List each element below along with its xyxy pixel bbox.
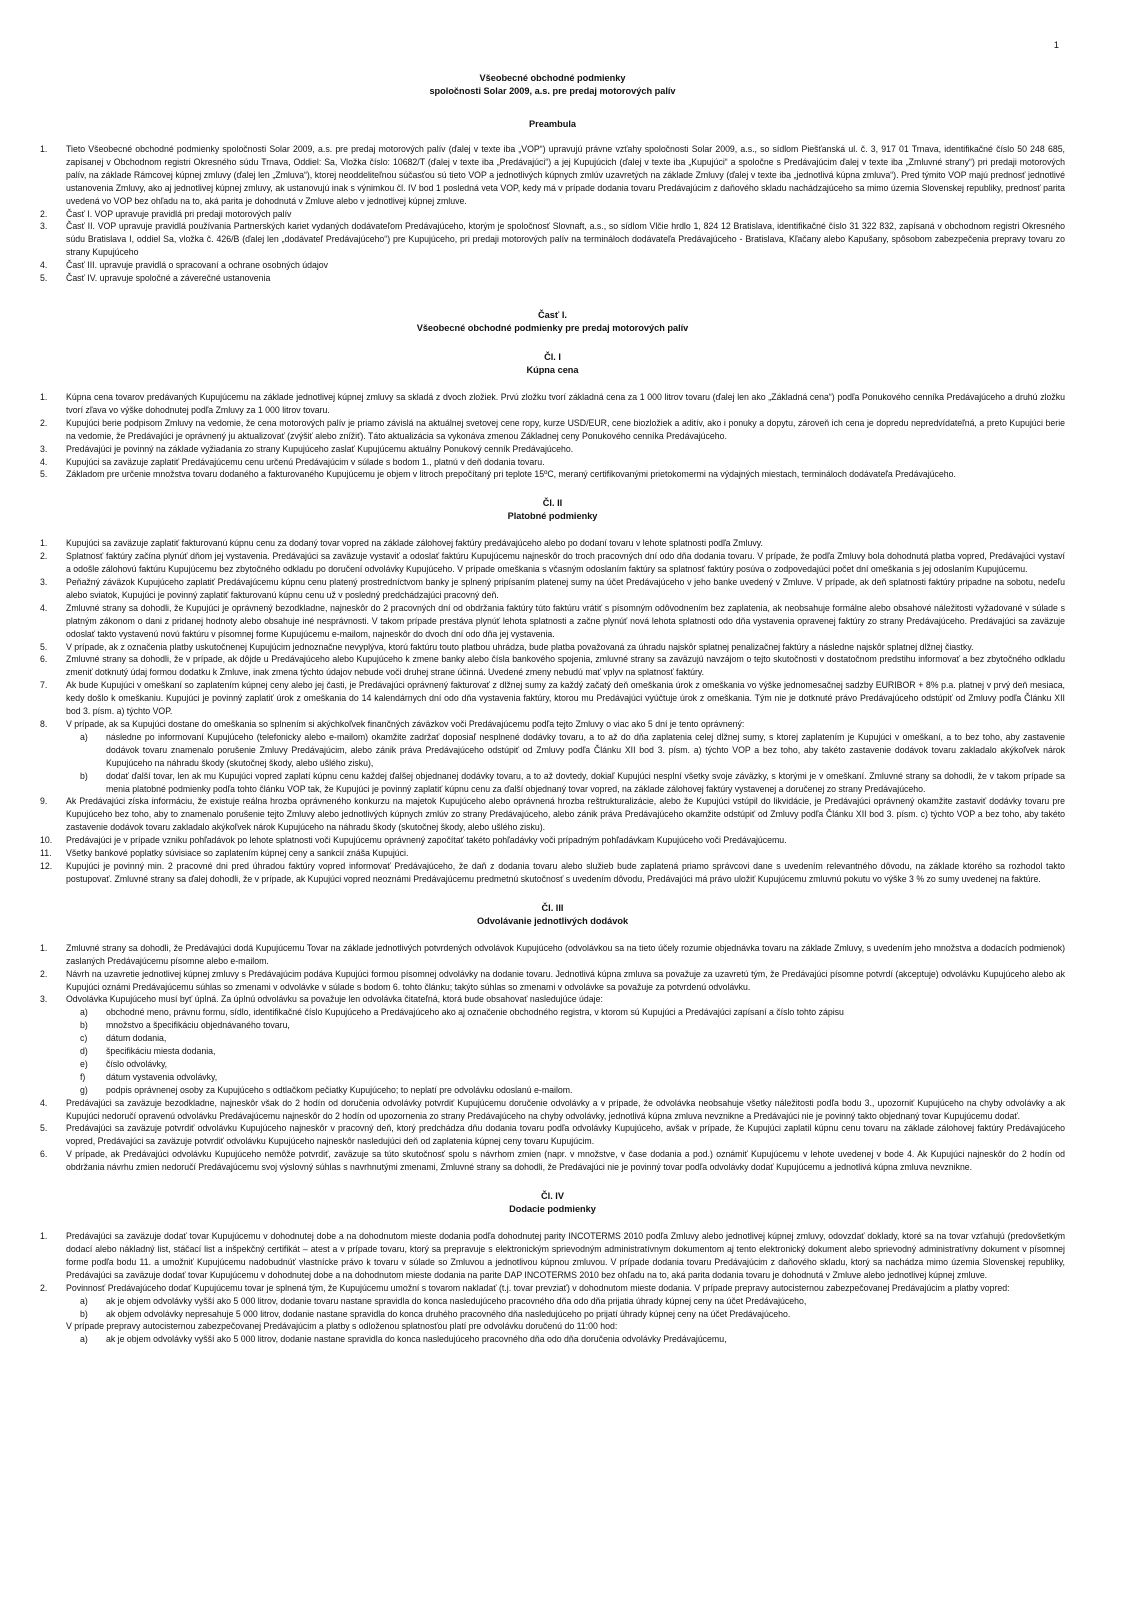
list-item (40, 259, 1065, 272)
list-item (40, 679, 1065, 718)
sub-letter: b) (80, 770, 88, 781)
sub-item (66, 1071, 1065, 1084)
item-number: 2. (40, 551, 48, 562)
sub-item (66, 1019, 1065, 1032)
item-text: Časť II. VOP upravuje pravidlá používania Partnerských kariet vydaných dodávateľom Predávajúceho, ktorým je spoločnosť Slovnaft, a.s., so sídlom Vlčie hrdlo 1, 824 12 Bratislava, identifikačné číslo 31 322 832, zapísaná v obchodnom registri Okresného súdu Bratislava I, oddiel Sa, vložka č. 426/B (ďalej len „dodávateľ Predávajúceho“) pre Kupujúceho, pri predaji motorových palív na termináloch dodávateľa Predávajúceho - Bratislava, Kľačany alebo Kapušany, spôsobom zabezpečenia prepravy tovaru zo strany Kupujúceho (66, 221, 1065, 258)
list-item (40, 537, 1065, 550)
item-number: 4. (40, 260, 48, 271)
list-item (40, 576, 1065, 602)
sub-text: obchodné meno, právnu formu, sídlo, identifikačné číslo Kupujúceho a Predávajúceho ako aj označenie obchodného registra, v ktorom sú Kupujúci a Predávajúci zapísaní a číslo tohto zápisu (106, 1007, 844, 1018)
sub-text: množstvo a špecifikáciu objednávaného tovaru, (106, 1020, 290, 1031)
list-item (40, 942, 1065, 968)
sub-text: podpis oprávnenej osoby za Kupujúceho s odtlačkom pečiatky Kupujúceho; to neplatí pre odvolávku odoslanú e-mailom. (106, 1084, 573, 1095)
sub-text: špecifikáciu miesta dodania, (106, 1046, 216, 1057)
article-number: Čl. IV (541, 1191, 564, 1202)
sub-text: ak je objem odvolávky vyšší ako 5 000 litrov, dodanie tovaru nastane spravidla do konca nasledujúceho pracovného dňa odo dňa prijatia úhrady kúpnej ceny na účet Predávajúceho, (106, 1295, 807, 1306)
sub-item (66, 770, 1065, 796)
article-number: Čl. I (544, 351, 561, 362)
list-item (40, 456, 1065, 469)
sub-item (66, 1032, 1065, 1045)
list-item (40, 834, 1065, 847)
item-text: Povinnosť Predávajúceho dodať Kupujúcemu tovar je splnená tým, že Kupujúcemu umožní s tovarom nakladať (t.j. tovar prevziať) v dohodnutom mieste dodania. V prípade prepravy autocisternou zabezpečovanej Predávajúcim a platby vopred: (66, 1282, 1010, 1293)
list-item (40, 208, 1065, 221)
sub-letter: b) (80, 1308, 88, 1319)
sub-letter: a) (80, 731, 88, 742)
list-item (40, 993, 1065, 1096)
sub-letter: f) (80, 1071, 86, 1082)
sub-text: ak je objem odvolávky vyšší ako 5 000 litrov, dodanie nastane spravidla do konca nasledujúceho pracovného dňa odo dňa doručenia odvolávky Predávajúcemu, (106, 1334, 727, 1345)
item-text: Ak bude Kupujúci v omeškaní so zaplatením kúpnej ceny alebo jej časti, je Predávajúci oprávnený fakturovať z dlžnej sumy za každý začatý deň omeškania úrok z omeškania vo výške jednomesačnej sadzby EURIBOR + 8% p.a. platnej v prvý deň mesiaca, kedy došlo k omeškaniu. Kupujúci je povinný zaplatiť úrok z omeškania do 14 kalendárnych dní odo dňa vystavenia faktúry, ktorou mu Predávajúci vyúčtuje úrok z omeškania. Tým nie je dotknuté právo Predávajúceho odstúpiť od Zmluvy podľa Článku XII bod 3. písm. a) týchto VOP. (66, 680, 1065, 717)
list-item (40, 143, 1065, 208)
list-item (40, 272, 1065, 285)
list-item (40, 795, 1065, 834)
item-text: Kúpna cena tovarov predávaných Kupujúcemu na základe jednotlivej kúpnej zmluvy sa skladá z dvoch zložiek. Prvú zložku tvorí základná cena za 1 000 litrov tovaru (ďalej len ako „Základná cena“) podľa Ponukového cenníka Predávajúceho a druhú zložku tvorí zľava vo výške dohodnutej podľa Zmluvy za 1 000 litrov tovaru. (66, 391, 1065, 415)
part-heading (40, 309, 1065, 335)
item-number: 8. (40, 719, 48, 729)
item-text: Kupujúci je povinný min. 2 pracovné dni pred úhradou faktúry vopred informovať Predávajúceho, že daň z dodania tovaru alebo služieb bude zaplatená priamo správcovi dane s uvedením relevantného dôvodu, na základe ktorého sa rozhodol takto postupovať. Zmluvné strany sa ďalej dohodli, že v prípade, ak Kupujúci vopred neoznámi Predávajúcemu predmetnú skutočnosť s uvedením dôvodu, Predávajúci má právo uložiť Kupujúcemu zmluvnú pokutu vo výške 3 % zo sumy uvedenej na faktúre. (66, 860, 1065, 884)
item-number: 1. (40, 942, 48, 953)
item-number: 5. (40, 1123, 48, 1134)
part-number: Časť I. (538, 309, 567, 320)
document-title (40, 72, 1065, 98)
sub-item (66, 1333, 1065, 1346)
sub-item (66, 1045, 1065, 1058)
item-number: 2. (40, 968, 48, 979)
article-heading (40, 1190, 1065, 1216)
item-number: 6. (40, 1149, 48, 1160)
item-number: 5. (40, 641, 48, 652)
item-text: Predávajúci sa zaväzuje dodať tovar Kupujúcemu v dohodnutej dobe a na dohodnutom mieste dodania podľa dohodnutej parity INCOTERMS 2010 podľa Zmluvy alebo jednotlivej kúpnej zmluvy, odovzdať doklady, ktoré sa na tovar vzťahujú (predovšetkým dodací alebo nákladný list, stáčací list a inšpekčný certifikát – atest a v prípade tovaru, ktorý sa prepravuje s elektronickým sprievodným administratívnym dokumentom aj tento elektronický dokument alebo sprievodný administratívny dokument v písomnej forme podľa bodu 11. a umožniť Kupujúcemu nadobudnúť vlastnícke právo k tovaru v súlade so Zmluvou a jednotlivou kúpnou zmluvou. V prípade dodania tovaru Predávajúcim z daňového skladu, ktorý sa nachádza mimo územia Slovenskej republiky, Predávajúci sa zaväzuje dodať tovar Kupujúcemu v dohodnutej dobe a na dohodnutom mieste dodania na parite DAP INCOTERMS 2010 bez ohľadu na to, aká parita dodania tovaru je dohodnutá v Zmluve alebo jednotlivej kúpnej zmluve. (66, 1231, 1065, 1280)
sub-text: dodať ďalší tovar, len ak mu Kupujúci vopred zaplatí kúpnu cenu každej ďalšej objednanej dodávky tovaru, a to až dovtedy, dokiaľ Kupujúci nesplní všetky svoje záväzky, s ktorými je v omeškaní. Zmluvné strany sa dohodli, že v takom prípade sa menia platobné podmienky podľa tohto článku VOP tak, že Kupujúci je povinný zaplatiť kúpnu cenu za ďalší objednaný tovar vopred, na základe zálohovej faktúry vystavenej a doručenej zo strany Predávajúceho. (106, 770, 1065, 794)
item-number: 11. (40, 848, 52, 859)
preamble-list (40, 143, 1065, 285)
sub-item (66, 1084, 1065, 1097)
item-text: Časť IV. upravuje spoločné a záverečné ustanovenia (66, 273, 271, 284)
list-item (40, 550, 1065, 576)
sub-letter: a) (80, 1007, 88, 1018)
item-text: Odvolávka Kupujúceho musí byť úplná. Za úplnú odvolávku sa považuje len odvolávka čitateľná, ktorá bude obsahovať nasledujúce údaje: (66, 994, 603, 1005)
item-number: 7. (40, 680, 48, 691)
list-item (40, 443, 1065, 456)
list-item (40, 1282, 1065, 1347)
article-2-list (40, 537, 1065, 885)
item-number: 9. (40, 796, 48, 807)
sub-item (66, 1295, 1065, 1308)
article-title: Odvolávanie jednotlivých dodávok (476, 915, 629, 926)
article-heading (40, 351, 1065, 377)
item-text: Kupujúci sa zaväzuje zaplatiť Predávajúcemu cenu určenú Predávajúcim v súlade s bodom 1., platnú v deň dodania tovaru. (66, 456, 545, 467)
item-text: Ak Predávajúci získa informáciu, že existuje reálna hrozba oprávneného konkurzu na majetok Kupujúceho alebo oprávnená hrozba reštrukturalizácie, alebo že Kupujúci vstúpil do likvidácie, je Predávajúci oprávnený okamžite zastaviť dodávky tovaru pre Kupujúceho bez toho, aby to znamenalo porušenie tejto Zmluvy alebo jednotlivých kúpnych zmlúv zo strany Predávajúceho, alebo zánik práva Predávajúceho okamžite odstúpiť od Zmluvy podľa Článku XII bod 3. písm. c) týchto VOP a bez toho, aby takéto zastavenie dodávok tovaru zakladalo akýkoľvek nárok Kupujúceho na náhradu škody (skutočnej škody, alebo ušlého zisku). (66, 796, 1065, 833)
preamble-heading: Preambula (529, 119, 576, 129)
part-title: Všeobecné obchodné podmienky pre predaj motorových palív (416, 322, 689, 333)
sub-letter: a) (80, 1334, 88, 1345)
item-number: 10. (40, 835, 53, 846)
item-text: Základom pre určenie množstva tovaru dodaného a fakturovaného Kupujúcemu je objem v litroch prepočítaný pri teplote 15ºC, meraný certifikovanými prietokomermi na výdajných miestach, termináloch dodávateľa Predávajúceho. (66, 469, 956, 480)
article-heading (40, 497, 1065, 523)
list-item (40, 1097, 1065, 1123)
article-1-list (40, 391, 1065, 481)
sub-letter: d) (80, 1046, 88, 1057)
list-item (40, 653, 1065, 679)
title-line-1: Všeobecné obchodné podmienky (479, 73, 626, 83)
list-item (40, 860, 1065, 886)
item-text: Kupujúci sa zaväzuje zaplatiť fakturovanú kúpnu cenu za dodaný tovar vopred na základe zálohovej faktúry predávajúceho alebo po dodaní tovaru v lehote splatnosti podľa Zmluvy. (66, 538, 763, 549)
list-item (40, 220, 1065, 259)
item-text: Zmluvné strany sa dohodli, že Predávajúci dodá Kupujúcemu Tovar na základe jednotlivých potvrdených odvolávok Kupujúceho (odvolávkou sa na tieto účely rozumie objednávka tovaru na základe Zmluvy, s uvedením jeho množstva a dodacích podmienok) zaslaných Predávajúcemu písomne alebo e-mailom. (66, 942, 1065, 966)
list-item (40, 641, 1065, 654)
list-item (40, 1148, 1065, 1174)
item-number: 1. (40, 538, 48, 549)
sub-list (66, 1295, 1065, 1321)
sub-item (66, 731, 1065, 770)
item-number: 2. (40, 208, 48, 219)
item-text: Návrh na uzavretie jednotlivej kúpnej zmluvy s Predávajúcim podáva Kupujúci formou písomnej odvolávky na dodanie tovaru. Jednotlivá kúpna zmluva sa považuje za uzavretú tým, že Predávajúci písomne potvrdí (akceptuje) odvolávku Kupujúceho alebo ak Kupujúci oznámi Predávajúcemu súhlas so zmenami v odvolávke v súlade s bodom 6. tohto článku; takýto súhlas so zmenami v odvolávke sa považuje za potvrdenú odvolávku. (66, 968, 1065, 992)
sub-list (66, 1333, 1065, 1346)
item-text: V prípade, ak sa Kupujúci dostane do omeškania so splnením si akýchkoľvek finančných záväzkov voči Predávajúcemu podľa tejto Zmluvy o viac ako 5 dní je tento oprávnený: (66, 719, 745, 729)
item-text: Zmluvné strany sa dohodli, že Kupujúci je oprávnený bezodkladne, najneskôr do 2 pracovných dní od obdržania faktúry túto faktúru vrátiť s písomným odôvodnením bez zaplatenia, ak neobsahuje formálne alebo obsahové náležitosti vyžadované v súlade s platným zákonom o dani z pridanej hodnoty alebo obsahuje iné nesprávnosti. V takom prípade prestáva plynúť lehota splatnosti a začne plynúť nová lehota splatnosti odo dňa vystavenia opravenej faktúry zo strany Predávajúceho. Predávajúci sa zaväzuje odoslať takto vystavenú novú faktúru v písomnej forme Kupujúcemu e-mailom, najneskôr do dvoch dní odo dňa jej vystavenia. (66, 602, 1065, 639)
list-item (40, 391, 1065, 417)
article-heading (40, 902, 1065, 928)
item-number: 5. (40, 469, 48, 480)
item-text: V prípade, ak Predávajúci odvolávku Kupujúceho nemôže potvrdiť, zaväzuje sa túto skutočnosť spolu s návrhom zmien (napr. v množstve, v čase dodania a pod.) oznámiť Kupujúcemu v lehote uvedenej v bode 4. Ak Kupujúci najneskôr do 2 hodín od obdržania návrhu zmien nedoručí Predávajúcemu svoj výslovný súhlas s navrhnutými zmenami, Zmluvné strany sa dohodli, že Predávajúci nie je povinný tovar podľa odvolávky dodať Kupujúcemu a jednotlivá kúpna zmluva nevznikne. (66, 1149, 1065, 1173)
sub-letter: g) (80, 1084, 88, 1095)
sub-item (66, 1058, 1065, 1071)
article-title: Dodacie podmienky (509, 1204, 596, 1215)
item-text: Splatnosť faktúry začína plynúť dňom jej vystavenia. Predávajúci sa zaväzuje vystaviť a odoslať faktúru Kupujúcemu najneskôr do troch pracovných dní odo dňa dodania tovaru. V prípade, že podľa Zmluvy bola dohodnutá platba vopred, Predávajúci vystaví a odošle zálohovú faktúru Kupujúcemu bez zbytočného odkladu po doručení odvolávky Kupujúceho. V prípade omeškania s včasným odoslaním faktúry sa splatnosť faktúry posúva o zodpovedajúci počet dní omeškania s jej odoslaním Kupujúcemu. (66, 551, 1065, 575)
item-text: Všetky bankové poplatky súvisiace so zaplatením kúpnej ceny a sankcií znáša Kupujúci. (66, 848, 409, 859)
sub-text: následne po informovaní Kupujúceho (telefonicky alebo e-mailom) okamžite zadržať doposiaľ nesplnené dodávky tovaru, a to až do dňa zaplatenia celej dlžnej sumy, s ktorej zaplatením je Kupujúci v omeškaní, a to bez toho, aby zastavenie dodávok tovaru znamenalo porušenie Zmluvy Predávajúcim, alebo zánik práva Predávajúceho odstúpiť od Zmluvy podľa Článku XII bod 3. písm. a) týchto VOP a bez toho, aby takéto zastavenie dodávok tovaru zakladalo akýkoľvek nárok Kupujúceho na náhradu škody (skutočnej škody, alebo ušlého zisku), (106, 731, 1065, 768)
item-number: 3. (40, 994, 48, 1005)
article-number: Čl. II (542, 498, 563, 509)
item-number: 1. (40, 1231, 48, 1242)
sub-list (66, 1006, 1065, 1096)
article-title: Platobné podmienky (507, 511, 598, 522)
sub-text: dátum vystavenia odvolávky, (106, 1071, 218, 1082)
item-text: Tieto Všeobecné obchodné podmienky spoločnosti Solar 2009, a.s. pre predaj motorových palív (ďalej v texte iba „VOP“) upravujú právne vzťahy spoločnosti Solar 2009, a.s., so sídlom Piešťanská ul. č. 3, 917 01 Trnava, identifikačné číslo 50 248 685, zapísanej v Obchodnom registri Okresného súdu Trnava, Oddiel: Sa, Vložka číslo: 10682/T (ďalej v texte iba „Predávajúci“) a jej Kupujúcich (ďalej v texte iba „Kupujúci“ a spoločne s Predávajúcim ďalej v texte iba „Zmluvné strany“) pri predaji motorových palív, na základe Rámcovej kúpnej zmluvy (ďalej len „Zmluva“), ktorej neoddeliteľnou súčasťou sú tieto VOP a jednotlivých kúpnych zmlúv uzavretých na základe Zmluvy (ďalej v texte iba „jednotlivá kúpna zmluva“). Pred týmito VOP majú prednosť jednotlivé ustanovenia Zmluvy, ako aj jednotlivej kúpnej zmluvy, ak ustanovujú inak s výnimkou čl. IV bod 1 posledná veta VOP, kedy má v prípade dodania tovaru Predávajúcim z daňového skladu nachádzajúceho sa mimo územia Slovenskej republiky, prednosť parita uvedená vo VOP bez ohľadu na to, aká parita je dohodnutá v Zmluve alebo v jednotlivej kúpnej zmluve. (66, 144, 1065, 206)
item-text: V prípade, ak z označenia platby uskutočnenej Kupujúcim jednoznačne nevyplýva, ktorú faktúru touto platbou uhrádza, bude platba považovaná za úhradu najskôr splatnej penalizačnej faktúry a následne najskôr splatnej dlžnej čiastky. (66, 641, 974, 652)
item-number: 4. (40, 1097, 48, 1108)
item-text: Kupujúci berie podpisom Zmluvy na vedomie, že cena motorových palív je priamo závislá na aktuálnej svetovej cene ropy, kurze USD/EUR, cene biozložiek a aditív, ako i ponuky a dopytu, zároveň ich cena je dopredu nepredvídateľná, a preto Kupujúci berie na vedomie, že Predávajúci je oprávnený ju aktualizovať (zvýšiť alebo znížiť). Táto aktualizácia sa vykonáva zmenou Základnej ceny Ponukového cenníka Predávajúceho. (66, 417, 1065, 441)
sub-letter: b) (80, 1020, 88, 1031)
list-item (40, 468, 1065, 481)
item-text: Časť I. VOP upravuje pravidlá pri predaji motorových palív (66, 208, 292, 219)
item-number: 2. (40, 1282, 48, 1293)
sub-text: dátum dodania, (106, 1033, 167, 1044)
sub-list (66, 731, 1065, 796)
item-number: 4. (40, 456, 48, 467)
sub-letter: c) (80, 1033, 88, 1044)
list-item (40, 602, 1065, 641)
item-number: 1. (40, 144, 48, 154)
item-number: 3. (40, 221, 48, 232)
sub-letter: e) (80, 1058, 88, 1069)
page-number: 1 (1053, 40, 1059, 51)
list-item (40, 417, 1065, 443)
item-text: Predávajúci sa zaväzuje potvrdiť odvolávku Kupujúceho najneskôr v pracovný deň, ktorý predchádza dňu dodania tovaru podľa odvolávky Kupujúceho, avšak v prípade, že Kupujúci zaplatil kúpnu cenu tovaru na základe zálohovej faktúry Predávajúceho vopred, Predávajúci sa zaväzuje potvrdiť odvolávku Kupujúceho najneskôr nasledujúci deň od zaplatenia kúpnej ceny tovaru Kupujúcim. (66, 1123, 1065, 1147)
item-number: 3. (40, 443, 48, 454)
sub-text: číslo odvolávky, (106, 1058, 168, 1069)
item-number: 12. (40, 860, 53, 871)
article-number: Čl. III (541, 902, 564, 913)
item-number: 4. (40, 602, 48, 613)
item-note: V prípade prepravy autocisternou zabezpečovanej Predávajúcim a platby s odloženou splatnosťou platí pre odvolávku doručenú do 11:00 hod: (66, 1321, 618, 1332)
item-number: 3. (40, 577, 48, 588)
item-text: Peňažný záväzok Kupujúceho zaplatiť Predávajúcemu kúpnu cenu platený prostredníctvom banky je splnený pripísaním platenej sumy na účet Predávajúceho v jeho banke uvedený v Zmluve. V prípade, ak deň splatnosti faktúry pripadne na sobotu, nedeľu alebo sviatok, Kupujúci je povinný zaplatiť fakturovanú kúpnu cenu už v posledný predchádzajúci pracovný deň. (66, 577, 1065, 600)
sub-item (66, 1006, 1065, 1019)
article-title: Kúpna cena (526, 364, 579, 375)
item-text: Predávajúci je povinný na základe vyžiadania zo strany Kupujúceho zaslať Kupujúcemu aktuálny Ponukový cenník Predávajúceho. (66, 443, 574, 454)
item-number: 5. (40, 273, 48, 284)
sub-text: ak objem odvolávky nepresahuje 5 000 litrov, dodanie nastane spravidla do konca druhého pracovného dňa nasledujúceho po prijatí úhrady kúpnej ceny na účet Predávajúceho. (106, 1308, 791, 1319)
list-item (40, 1230, 1065, 1282)
sub-item (66, 1308, 1065, 1321)
item-text: Predávajúci je v prípade vzniku pohľadávok po lehote splatnosti voči Kupujúcemu oprávnený započítať takéto pohľadávky voči prípadným pohľadávkam Kupujúceho voči Predávajúcemu. (66, 835, 787, 846)
list-item (40, 718, 1065, 795)
item-text: Časť III. upravuje pravidlá o spracovaní a ochrane osobných údajov (66, 260, 329, 271)
item-number: 2. (40, 417, 48, 428)
list-item (40, 1122, 1065, 1148)
item-text: Zmluvné strany sa dohodli, že v prípade, ak dôjde u Predávajúceho alebo Kupujúceho k zmene banky alebo čísla bankového spojenia, zmluvné strany sa zaväzujú navzájom o tejto skutočnosti v dostatočnom predstihu informovať a bez zbytočného odkladu zmeniť dotknutý údaj formou dodatku k Zmluve, inak zmena týchto údajov nebude voči druhej strane účinná. Uvedené zmeny nebudú mať vplyv na splatnosť faktúry. (66, 654, 1065, 678)
article-4-list (40, 1230, 1065, 1346)
article-3-list (40, 942, 1065, 1174)
item-number: 6. (40, 654, 48, 665)
item-text: Predávajúci sa zaväzuje bezodkladne, najneskôr však do 2 hodín od doručenia odvolávky potvrdiť Kupujúcemu doručenie odvolávky a v prípade, že odvolávka neobsahuje všetky náležitosti podľa bodu 3., upozorniť Kupujúceho na chyby odvolávky a ak Kupujúci nedoručí opravenú odvolávku Predávajúcemu najneskôr do 2 hodín od upozornenia zo strany Predávajúceho na chyby odvolávky, jednotlivá kúpna zmluva nevznikne a Predávajúci nie je povinný takto objednaný tovar Kupujúcemu dodať. (66, 1097, 1065, 1121)
item-number: 1. (40, 391, 48, 402)
list-item (40, 968, 1065, 994)
title-line-2: spoločnosti Solar 2009, a.s. pre predaj motorových palív (429, 86, 676, 96)
sub-letter: a) (80, 1295, 88, 1306)
list-item (40, 847, 1065, 860)
